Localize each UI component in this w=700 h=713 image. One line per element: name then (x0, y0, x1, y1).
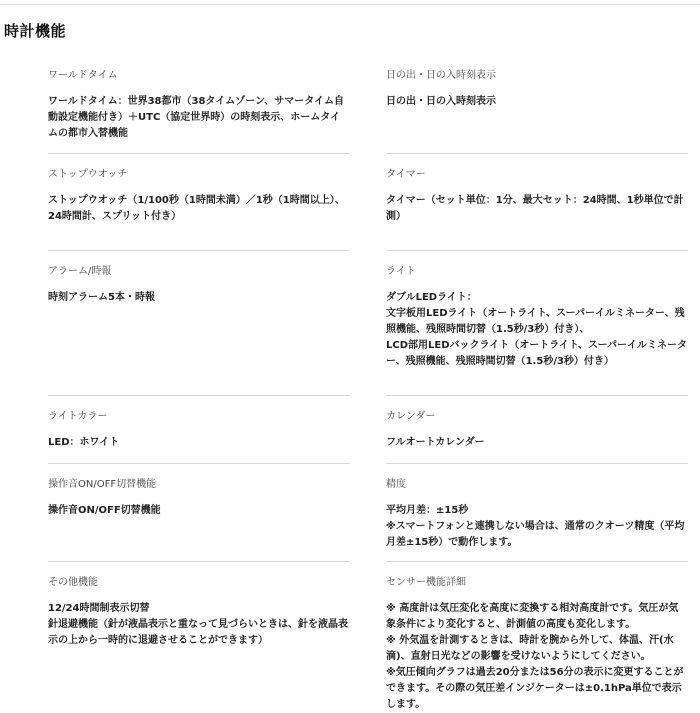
spec-cell-world-time (48, 69, 350, 154)
spec-label: ライトカラー (48, 411, 108, 422)
spec-cell-other-functions (48, 576, 350, 713)
spec-value: 日の出・日の入時刻表示 (386, 96, 496, 107)
spec-label: ワールドタイム (48, 70, 118, 81)
spec-row (48, 464, 688, 562)
spec-value: ※ 高度計は気圧変化を高度に変換する相対高度計です。気圧が気象条件により変化すると、計測値の高度も変化します。 ※ 外気温を計測するときは、時計を腕から外して、体温、汗(水滴)、直射日光などの影響を受けないようにしてください。 ※気圧傾向グラフは過去20分または56分の表示に変更することができます。その際の気圧差インジケーターは±0.1hPa単位で表示します。 (386, 603, 684, 710)
spec-row (48, 396, 688, 464)
spec-row (48, 69, 688, 154)
spec-row (48, 251, 688, 396)
spec-label: タイマー (386, 169, 426, 180)
spec-row (48, 562, 688, 713)
spec-label: センサー機能詳細 (386, 577, 466, 588)
spec-value: ワールドタイム：世界38都市（38タイムゾーン、サマータイム自動設定機能付き）＋UTC（協定世界時）の時刻表示、ホームタイムの都市入替機能 (48, 96, 345, 139)
spec-label: ライト (386, 266, 416, 277)
spec-value: 時刻アラーム5本・時報 (48, 292, 155, 303)
spec-value: フルオートカレンダー (386, 437, 485, 448)
spec-label: ストップウオッチ (48, 169, 128, 180)
spec-label: カレンダー (386, 411, 436, 422)
spec-cell-alarm (48, 265, 350, 396)
section-title: 時計機能 (4, 22, 67, 40)
spec-label: 精度 (386, 479, 406, 490)
spec-cell-sunrise-sunset (386, 69, 688, 154)
spec-cell-operation-sound (48, 478, 350, 562)
spec-label: アラーム/時報 (48, 266, 112, 277)
spec-value: ダブルLEDライト： 文字板用LEDライト（オートライト、スーパーイルミネーター、残照機能、残照時間切替（1.5秒/3秒）付き）、 LCD部用LEDバックライト（オートライト、スーパーイルミネーター、残照機能、残照時間切替（1.5秒/3秒）付き） (386, 292, 688, 367)
spec-cell-calendar (386, 410, 688, 464)
top-divider (0, 4, 700, 5)
spec-value: 操作音ON/OFF切替機能 (48, 505, 161, 516)
spec-value: タイマー（セット単位：1分、最大セット：24時間、1秒単位で計測） (386, 195, 684, 222)
spec-cell-timer (386, 168, 688, 251)
spec-label: 日の出・日の入時刻表示 (386, 70, 496, 81)
spec-cell-light (386, 265, 688, 396)
spec-value: ストップウオッチ（1/100秒（1時間未満）／1秒（1時間以上）、24時間計、スプリット付き） (48, 195, 345, 222)
spec-grid (48, 69, 688, 713)
spec-value: 平均月差：±15秒 ※スマートフォンと連携しない場合は、通常のクオーツ精度（平均月差±15秒）で動作します。 (386, 505, 685, 548)
spec-cell-accuracy (386, 478, 688, 562)
spec-row (48, 154, 688, 251)
spec-value: 12/24時間制表示切替 針退避機能（針が液晶表示と重なって見づらいときは、針を液晶表示の上から一時的に退避させることができます） (48, 603, 348, 646)
spec-cell-light-color (48, 410, 350, 464)
spec-cell-sensor-details (386, 576, 688, 713)
spec-label: 操作音ON/OFF切替機能 (48, 479, 157, 490)
spec-value: LED：ホワイト (48, 437, 120, 448)
spec-cell-stopwatch (48, 168, 350, 251)
spec-label: その他機能 (48, 577, 98, 588)
